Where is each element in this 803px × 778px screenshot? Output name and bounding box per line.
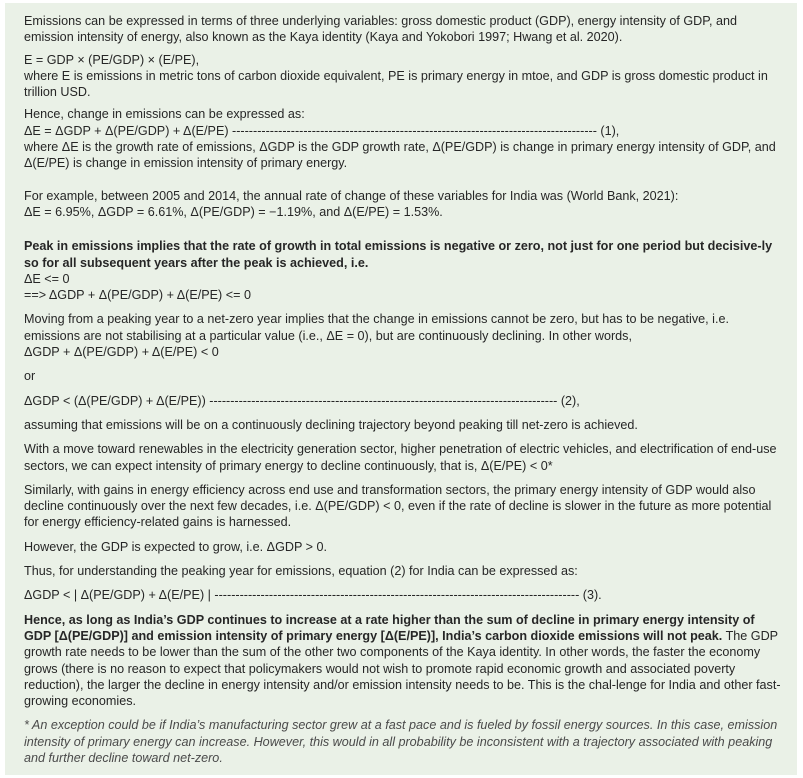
inequality-strict: ΔGDP + Δ(PE/GDP) + Δ(E/PE) < 0 <box>24 345 219 360</box>
equation-1: ΔE = ΔGDP + Δ(PE/GDP) + Δ(E/PE) --------------------------------------------------------------------------------------- (1), <box>24 123 620 138</box>
example-values: ΔE = 6.95%, ΔGDP = 6.61%, Δ(PE/GDP) = −1.19%, and Δ(E/PE) = 1.53%. <box>24 204 443 219</box>
paragraph-conclusion <box>24 612 783 710</box>
paragraph-growth-definitions: where ΔE is the growth rate of emissions, ΔGDP is the GDP growth rate, Δ(PE/GDP) is change in primary energy intensity of GDP, and Δ(E/PE) is change in emission intensity of primary energy. <box>24 140 776 171</box>
word-or: or <box>24 369 36 384</box>
paragraph-assumption: assuming that emissions will be on a continuously declining trajectory beyond peaking till net-zero is achieved. <box>24 417 638 432</box>
paragraph-kaya-intro: Emissions can be expressed in terms of three underlying variables: gross domestic product (GDP), energy intensity of GDP, and emission intensity of energy, also known as the Kaya identity (Kaya and Yokobori 1997; Hwang et al. 2020). <box>24 14 738 45</box>
inequality-components: ==> ΔGDP + Δ(PE/GDP) + Δ(E/PE) <= 0 <box>24 288 251 303</box>
paragraph-example: For example, between 2005 and 2014, the annual rate of change of these variables for India was (World Bank, 2021): <box>24 188 679 203</box>
equation-2: ΔGDP < (Δ(PE/GDP) + Δ(E/PE)) ----------------------------------------------------------------------------------- (2), <box>24 393 580 408</box>
footnote: * An exception could be if India’s manufacturing sector grew at a fast pace and is fueled by fossil energy sources. In this case, emission intensity of primary energy can increase. However, this would in all probability be inconsistent with a trajectory associated with peaking and further decline toward net-zero. <box>24 718 778 765</box>
paragraph-peak-definition: Peak in emissions implies that the rate of growth in total emissions is negative or zero, not just for one period but decisive-ly so for all subsequent years after the peak is achieved, i.e. <box>24 239 773 270</box>
paragraph-definitions: where E is emissions in metric tons of carbon dioxide equivalent, PE is primary energy in mtoe, and GDP is gross domestic product in trillion USD. <box>24 68 768 100</box>
paragraph-efficiency: Similarly, with gains in energy efficiency across end use and transformation sectors, the primary energy intensity of GDP would also decline continuously over the next few decades, i.e. Δ(PE/GDP) < 0, even if the rate of decline is slower in the future as more potential for energy efficiency-related gains is harnessed. <box>24 482 772 530</box>
equation-3: ΔGDP < | Δ(PE/GDP) + Δ(E/PE) | --------------------------------------------------------------------------------------- (3). <box>24 588 602 603</box>
paragraph-peaking-year: Thus, for understanding the peaking year for emissions, equation (2) for India can be expressed as: <box>24 564 578 579</box>
conclusion-rest: The GDP growth rate needs to be lower than the sum of the other two components of the Kaya identity. In other words, the faster the economy grows (there is no reason to expect that policymakers would not wish to promote rapid economic growth and associated poverty reduction), the larger the decline in energy intensity and/or emission intensity needs to be. This is the chal-lenge for India and other fast-growing economies. <box>24 628 781 709</box>
equation-kaya: E = GDP × (PE/GDP) × (E/PE), <box>24 52 200 67</box>
inequality-delta-e: ΔE <= 0 <box>24 271 70 286</box>
paragraph-renewables: With a move toward renewables in the electricity generation sector, higher penetration of electric vehicles, and electrification of end-use sectors, we can expect intensity of primary energy to decline continuously, that is, Δ(E/PE) < 0* <box>24 442 777 473</box>
text-box <box>5 3 797 775</box>
paragraph-gdp-growth: However, the GDP is expected to grow, i.e. ΔGDP > 0. <box>24 539 327 554</box>
paragraph-change-intro: Hence, change in emissions can be expressed as: <box>24 107 305 122</box>
conclusion-bold: Hence, as long as India’s GDP continues to increase at a rate higher than the sum of decline in primary energy intensity of GDP [Δ(PE/GDP)] and emission intensity of primary energy [Δ(E/PE)], India’s carbon dioxide emissions will not peak. <box>24 612 755 643</box>
paragraph-net-zero: Moving from a peaking year to a net-zero year implies that the change in emissions cannot be zero, but has to be negative, i.e. emissions are not stabilising at a particular value (i.e., ΔE = 0), but are continuously declining. In other words, <box>24 312 729 343</box>
